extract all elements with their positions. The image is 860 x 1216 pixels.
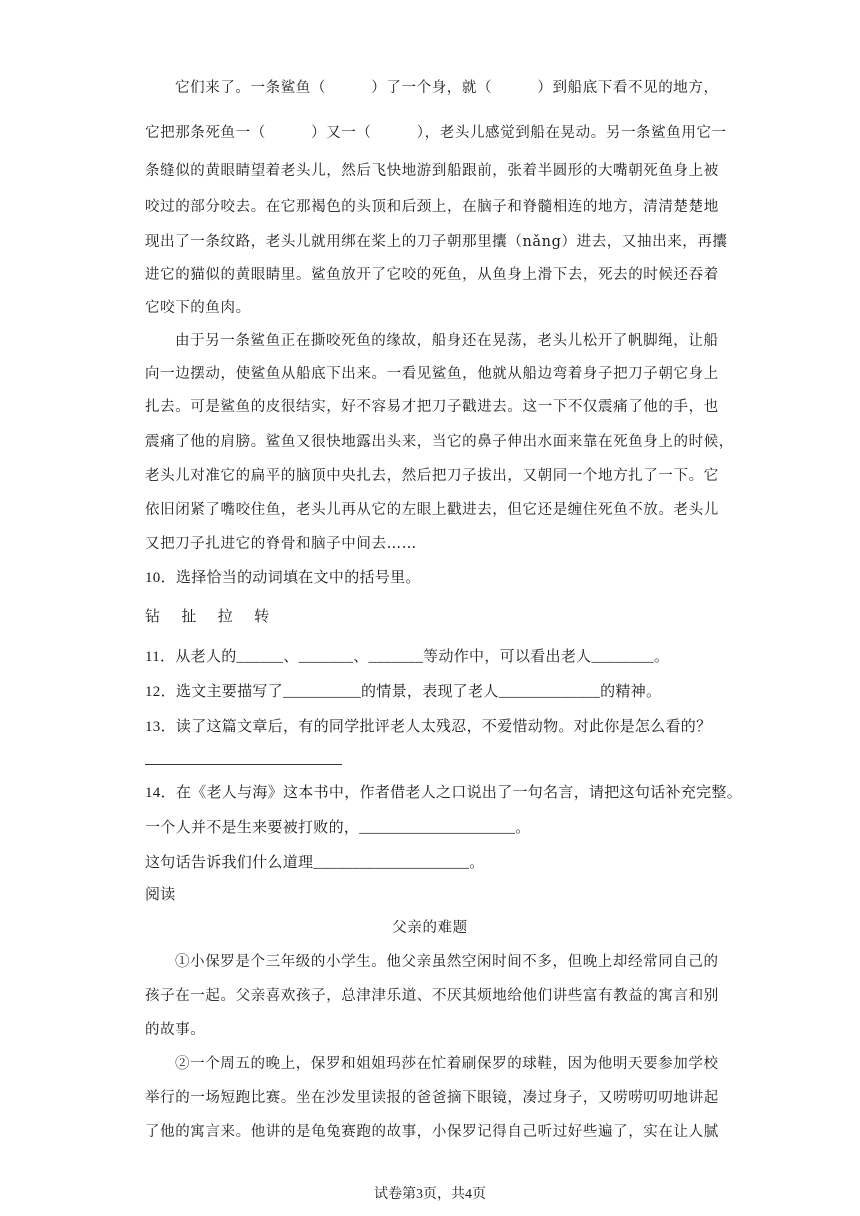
question-14-sentence: 一个人并不是生来要被打败的，____________________。 [145, 820, 531, 836]
question-14: 14．在《老人与海》这本书中，作者借老人之口说出了一句名言，请把这句话补充完整。 [145, 785, 743, 801]
passage1-line-7: 它咬下的鱼肉。 [145, 300, 251, 316]
section-label: 阅读 [145, 887, 176, 903]
passage2-line-2: 孩子在一起。父亲喜欢孩子，总津津乐道、不厌其烦地给他们讲些富有教益的寓言和别 [145, 988, 719, 1004]
question-13: 13．读了这篇文章后，有的同学批评老人太残忍，不爱惜动物。对此你是怎么看的？ [145, 719, 712, 735]
passage2-line-3: 的故事。 [145, 1022, 206, 1038]
word-bank-item: 拉 [217, 609, 234, 625]
word-bank-item: 转 [254, 609, 270, 625]
passage1-line-13: 依旧闭紧了嘴咬住鱼，老头儿再从它的左眼上戳进去，但它还是缠住死鱼不放。老头儿 [145, 502, 719, 518]
question-10-word-bank [145, 608, 725, 626]
passage2-line-4: ②一个周五的晚上，保罗和姐姐玛莎在忙着刷保罗的球鞋，因为他明天要参加学校 [175, 1056, 719, 1072]
passage1-line-10: 扎去。可是鲨鱼的皮很结实，好不容易才把刀子戳进去。这一下不仅震痛了他的手，也 [145, 399, 719, 415]
passage2-line-1: ①小保罗是个三年级的小学生。他父亲虽然空闲时间不多，但晚上却经常同自己的 [175, 954, 719, 970]
page-footer: 试卷第3页，共4页 [374, 1187, 486, 1202]
passage1-line-3: 条缝似的黄眼睛望着老头儿，然后飞快地游到船跟前，张着半圆形的大嘴朝死鱼身上被 [145, 163, 719, 179]
passage1-line-9: 向一边摆动，使鲨鱼从船底下出来。一看见鲨鱼，他就从船边弯着身子把刀子朝它身上 [145, 366, 719, 382]
word-bank-item: 扯 [181, 609, 197, 625]
passage1-line-8: 由于另一条鲨鱼正在撕咬死鱼的缘故，船身还在晃荡，老头儿松开了帆脚绳，让船 [175, 333, 719, 349]
word-bank-item: 钻 [145, 609, 161, 625]
passage2-line-6: 了他的寓言来。他讲的是龟兔赛跑的故事，小保罗记得自己听过好些遍了，实在让人腻 [145, 1124, 719, 1140]
passage1-line-2: 它把那条死鱼一（ ）又一（ ），老头儿感觉到船在晃动。另一条鲨鱼用它一 [145, 125, 727, 141]
passage2-line-5: 举行的一场短跑比赛。坐在沙发里读报的爸爸摘下眼镜，凑过身子，又唠唠叨叨地讲起 [145, 1090, 719, 1106]
passage1-line-11: 震痛了他的肩膀。鲨鱼又很快地露出头来，当它的鼻子伸出水面来靠在死鱼身上的时候， [145, 434, 734, 450]
question-14-meaning: 这句话告诉我们什么道理____________________。 [145, 855, 485, 871]
passage1-line-1: 它们来了。一条鲨鱼（ ）了一个身，就（ ）到船底下看不见的地方， [175, 80, 719, 96]
question-11: 11．从老人的______、_______、_______等动作中，可以看出老人________。 [145, 649, 670, 665]
passage1-line-14: 又把刀子扎进它的脊骨和脑子中间去…… [145, 536, 417, 552]
question-13-answer-line [145, 764, 342, 765]
passage2-title: 父亲的难题 [392, 920, 468, 936]
passage1-line-4: 咬过的部分咬去。在它那褐色的头顶和后颈上，在脑子和脊髓相连的地方，清清楚楚地 [145, 199, 719, 215]
passage1-line-12: 老头儿对准它的扁平的脑顶中央扎去，然后把刀子拔出，又朝同一个地方扎了一下。它 [145, 468, 719, 484]
question-10: 10．选择恰当的动词填在文中的括号里。 [145, 570, 421, 586]
passage1-line-5: 现出了一条纹路，老头儿就用绑在桨上的刀子朝那里攮（nǎng）进去，又抽出来，再攮 [145, 234, 728, 250]
question-12: 12．选文主要描写了__________的情景，表现了老人_____________的精神。 [145, 684, 662, 700]
passage1-line-6: 进它的猫似的黄眼睛里。鲨鱼放开了它咬的死鱼，从鱼身上滑下去，死去的时候还吞着 [145, 267, 719, 283]
